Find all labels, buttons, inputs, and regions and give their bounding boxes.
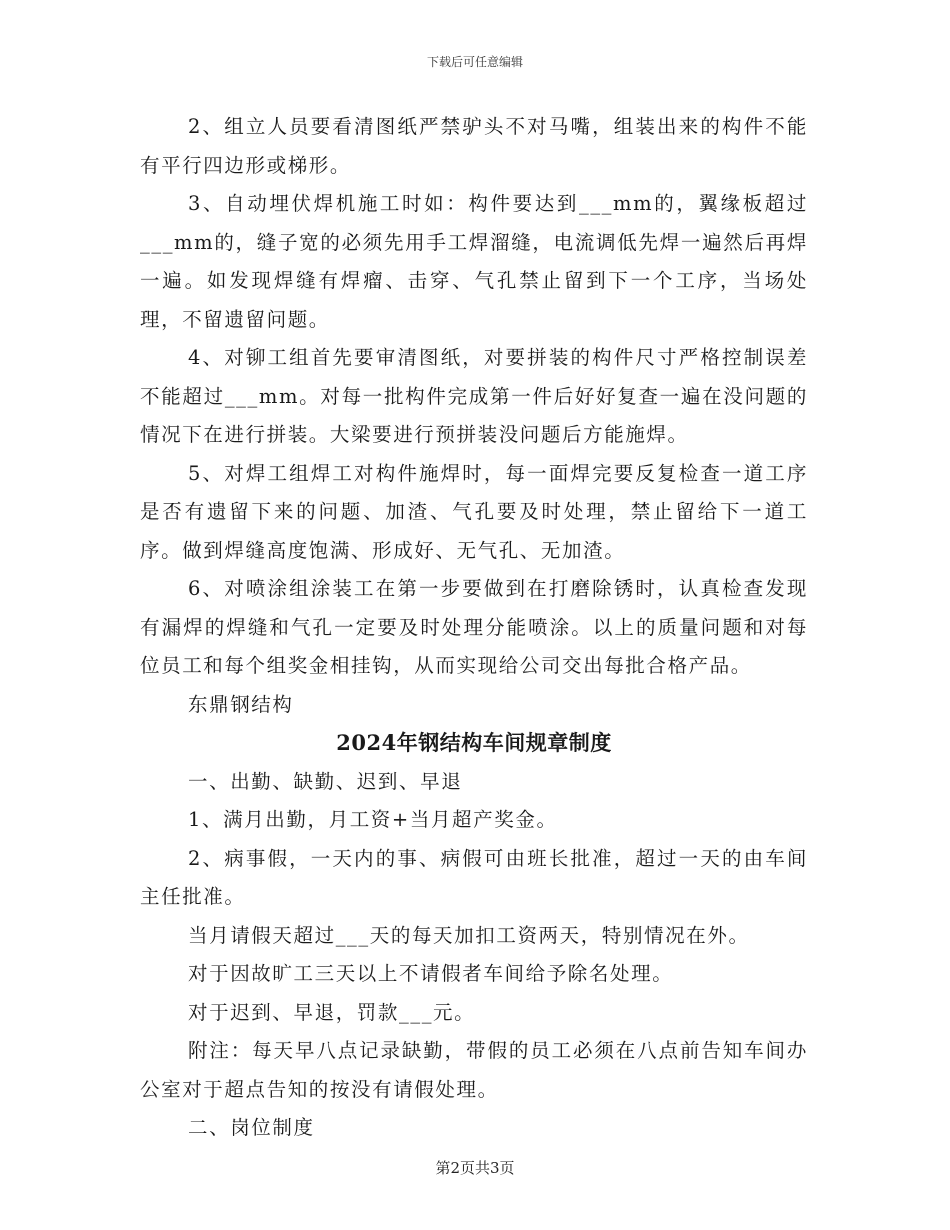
paragraph-item-4: 4、对铆工组首先要审清图纸，对要拼装的构件尺寸严格控制误差不能超过___mm。对每一批构件完成第一件后好好复查一遍在没问题的情况下在进行拼装。大梁要进行预拼装没问题后方能施焊。 bbox=[140, 346, 808, 446]
page-footer: 第2页共3页 bbox=[435, 1159, 515, 1177]
paragraph-item-6: 6、对喷涂组涂装工在第一步要做到在打磨除锈时，认真检查发现有漏焊的焊缝和气孔一定要及时处理分能喷涂。以上的质量问题和对每位员工和每个组奖金相挂钩，从而实现给公司交出每批合格产品。 bbox=[140, 577, 808, 677]
section-heading-post: 二、岗位制度 bbox=[188, 1116, 315, 1139]
section-heading-attendance: 一、出勤、缺勤、迟到、早退 bbox=[188, 769, 463, 793]
document-body bbox=[140, 108, 808, 1148]
paragraph-item-3: 3、自动埋伏焊机施工时如：构件要达到___mm的，翼缘板超过___mm的，缝子宽的必须先用手工焊溜缝，电流调低先焊一遍然后再焊一遍。如发现焊缝有焊瘤、击穿、气孔禁止留到下一个工序，当场处理，不留遗留问题。 bbox=[140, 192, 808, 331]
paragraph-item-5: 5、对焊工组焊工对构件施焊时，每一面焊完要反复检查一道工序是否有遗留下来的问题、加渣、气孔要及时处理，禁止留给下一道工序。做到焊缝高度饱满、形成好、无气孔、无加渣。 bbox=[140, 461, 808, 562]
rule-leave-deduction: 当月请假天超过___天的每天加扣工资两天，特别情况在外。 bbox=[188, 923, 750, 947]
rule-absenteeism: 对于因故旷工三天以上不请假者车间给予除名处理。 bbox=[188, 962, 674, 985]
rule-full-attendance: 1、满月出勤，月工资+当月超产奖金。 bbox=[188, 808, 558, 831]
signature: 东鼎钢结构 bbox=[188, 692, 294, 716]
section-title: 2024年钢结构车间规章制度 bbox=[336, 730, 612, 755]
rule-note: 附注：每天早八点记录缺勤，带假的员工必须在八点前告知车间办公室对于超点告知的按没有请假处理。 bbox=[140, 1039, 808, 1101]
page-header: 下载后可任意编辑 bbox=[426, 55, 523, 69]
rule-late-fine: 对于迟到、早退，罚款___元。 bbox=[188, 1000, 476, 1024]
paragraph-item-2: 2、组立人员要看清图纸严禁驴头不对马嘴，组装出来的构件不能有平行四边形或梯形。 bbox=[140, 115, 808, 177]
rule-leave-approval: 2、病事假，一天内的事、病假可由班长批准，超过一天的由车间主任批准。 bbox=[140, 846, 808, 908]
